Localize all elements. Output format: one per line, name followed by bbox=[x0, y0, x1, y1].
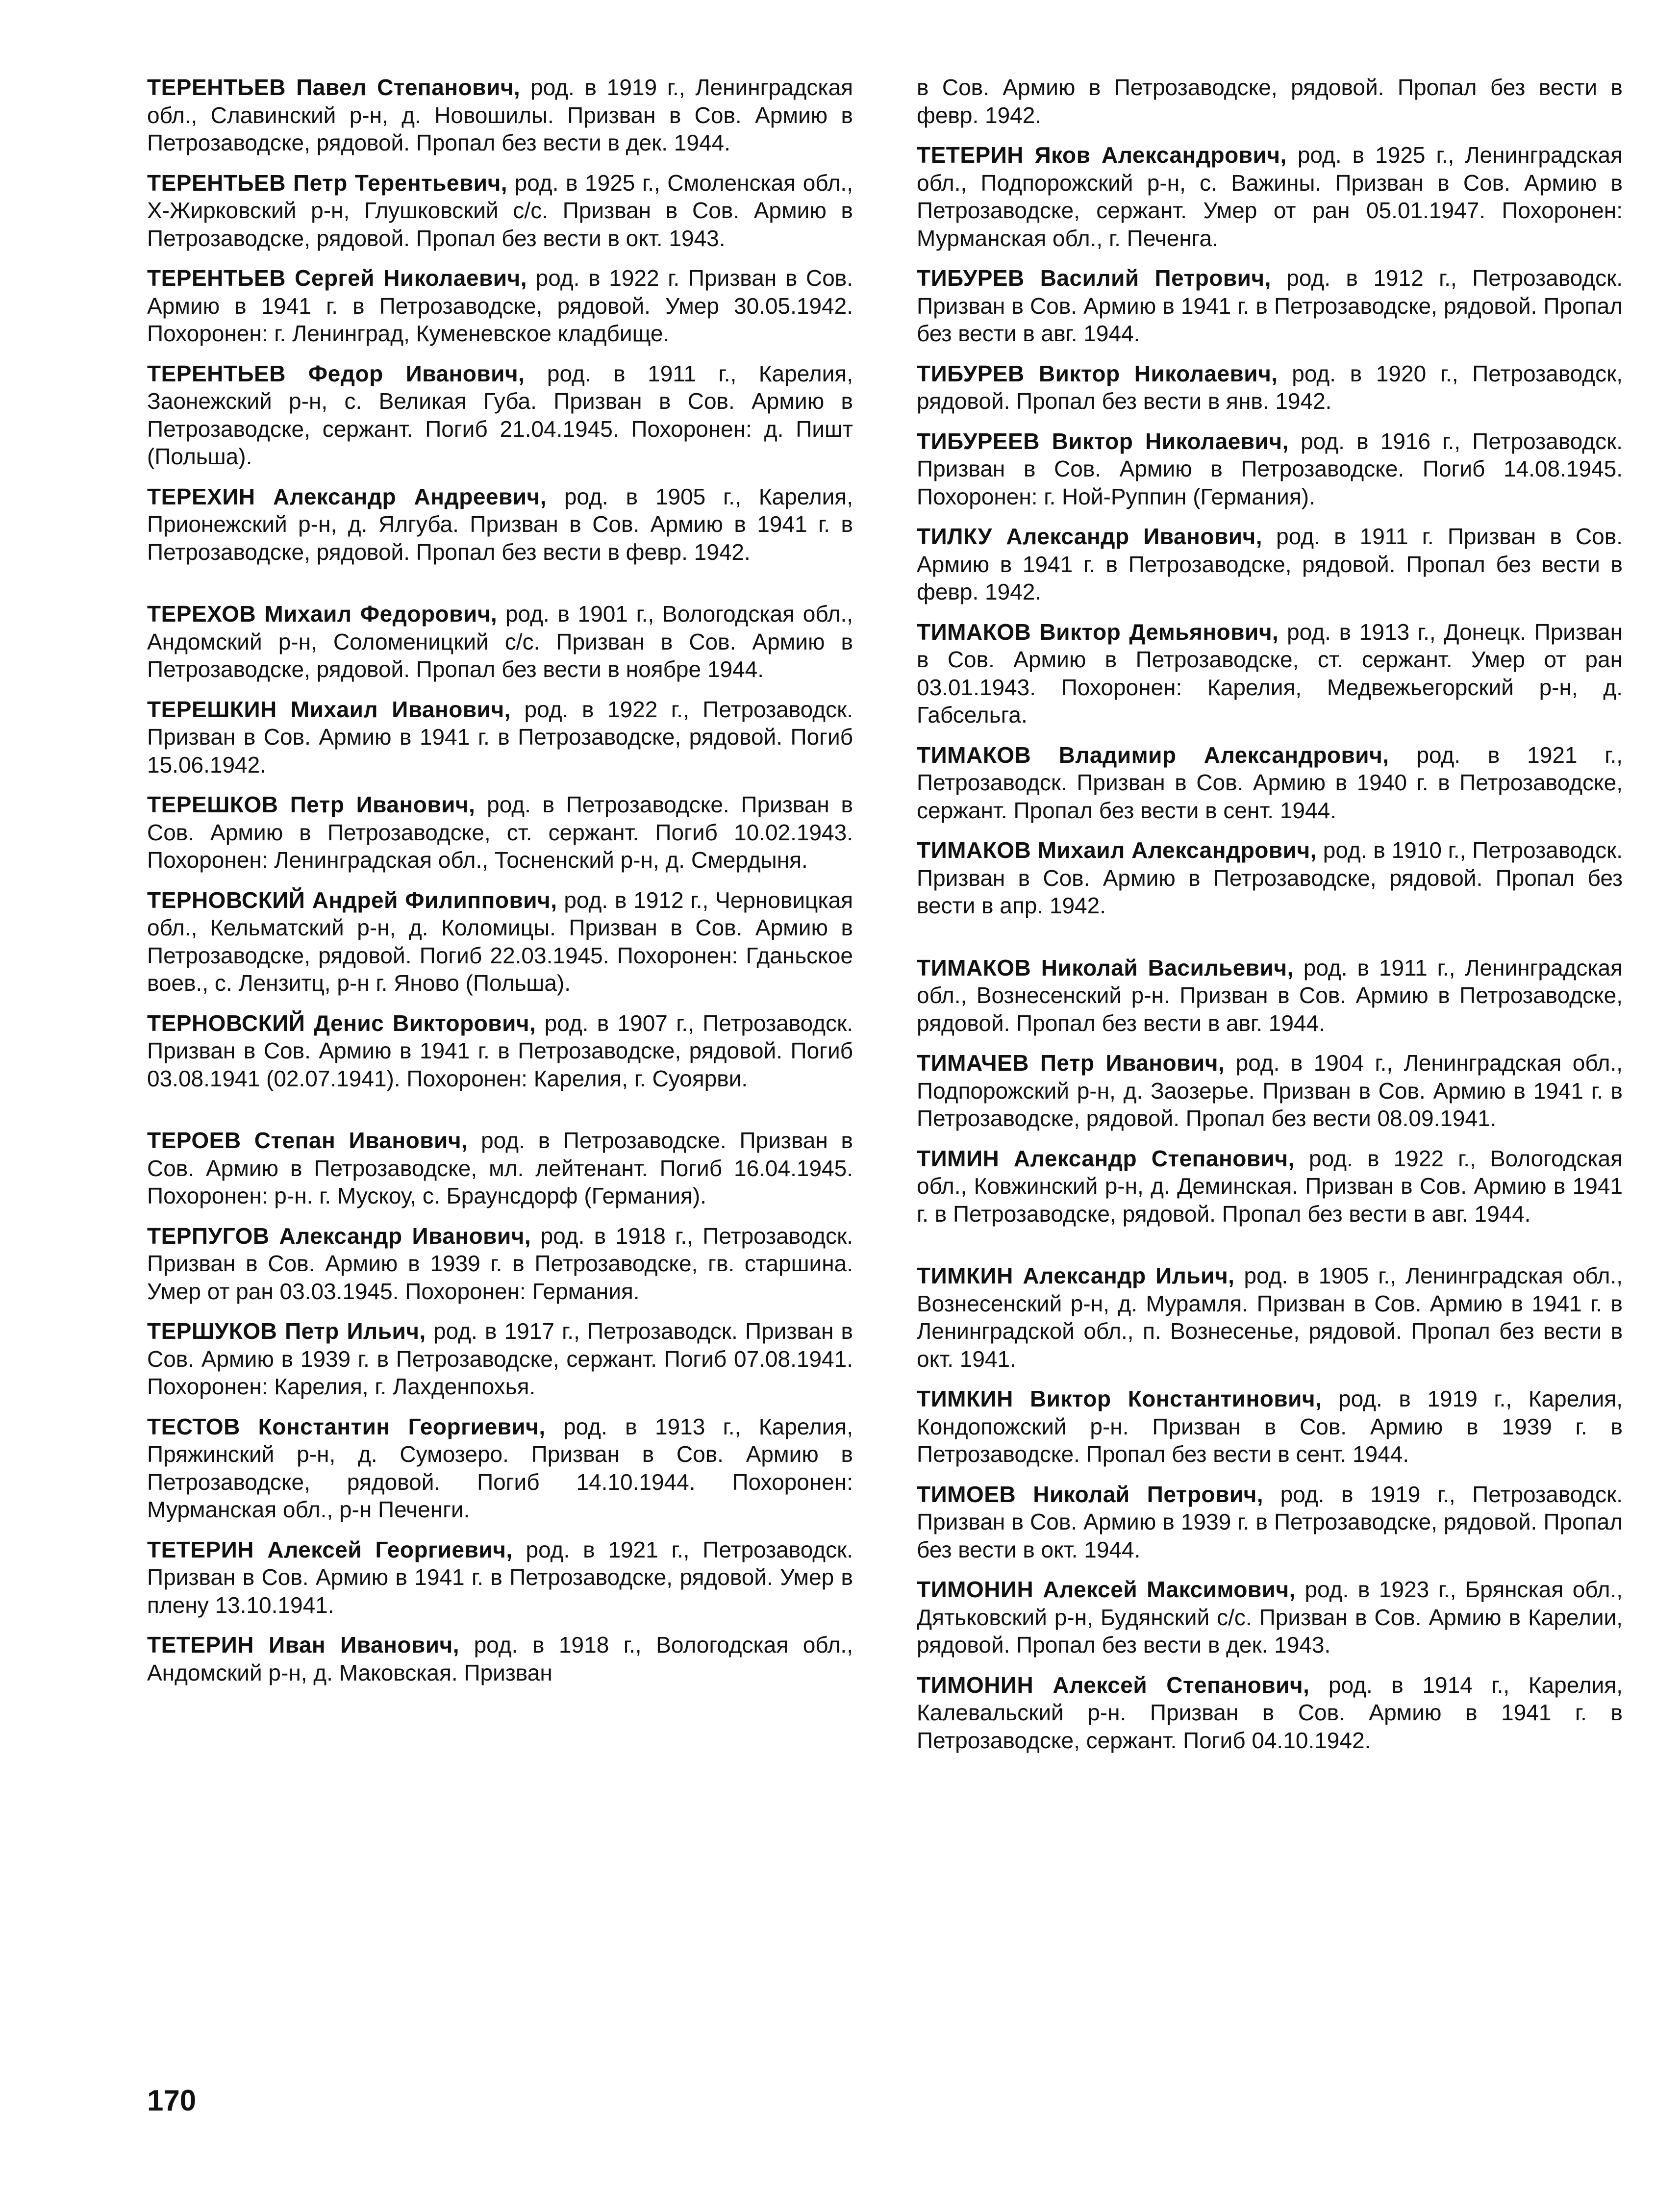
entry-text: род. в 1925 г., Смоленская обл., Х-Жирковский р-н, Глушковский с/с. Призван в Сов. Армию в Петрозаводске, рядовой. Пропал без вести в окт. 1943. bbox=[147, 170, 853, 251]
entry bbox=[917, 741, 1623, 825]
entry-name: ТЕРЕШКОВ Петр Иванович, bbox=[147, 792, 476, 817]
entry-continuation bbox=[917, 74, 1623, 129]
entry-text: род. в 1905 г., Ленинградская обл., Вознесенский р-н, д. Мурамля. Призван в Сов. Армию в 1941 г. в Ленинградской обл., п. Вознесенье, рядовой. Пропал без вести в окт. 1941. bbox=[917, 1263, 1623, 1372]
entry-name: ТИБУРЕВ Виктор Николаевич, bbox=[917, 360, 1278, 386]
entry-text: род. в 1911 г., Карелия, Заонежский р-н, с. Великая Губа. Призван в Сов. Армию в Петрозаводске, сержант. Погиб 21.04.1945. Похоронен: д. Пишт (Польша). bbox=[147, 360, 853, 469]
entry-name: ТЕРПУГОВ Александр Иванович, bbox=[147, 1223, 531, 1249]
entry bbox=[917, 1576, 1623, 1659]
entry bbox=[147, 696, 853, 779]
entry-name: ТИМАКОВ Владимир Александрович, bbox=[917, 742, 1389, 768]
entry-name: ТЕТЕРИН Яков Александрович, bbox=[917, 142, 1287, 168]
entry-text: род. в 1911 г. Призван в Сов. Армию в 1941 г. в Петрозаводске, рядовой. Пропал без вести в февр. 1942. bbox=[917, 524, 1623, 604]
entry-text: род. в 1918 г., Петрозаводск. Призван в Сов. Армию в 1939 г. в Петрозаводске, гв. старшина. Умер от ран 03.03.1945. Похоронен: Германия. bbox=[147, 1223, 853, 1304]
entry bbox=[147, 1127, 853, 1210]
entry bbox=[917, 954, 1623, 1037]
entry-text: род. в 1918 г., Вологодская обл., Андомский р-н, д. Маковская. Призван bbox=[147, 1632, 853, 1685]
entry-text: род. в 1919 г., Петрозаводск. Призван в Сов. Армию в 1939 г. в Петрозаводске, рядовой. Пропал без вести в окт. 1944. bbox=[917, 1481, 1623, 1562]
entry-text: род. в 1912 г., Петрозаводск. Призван в Сов. Армию в 1941 г. в Петрозаводске, рядовой. Пропал без вести в авг. 1944. bbox=[917, 265, 1623, 346]
entry-text: род. в 1923 г., Брянская обл., Дятьковский р-н, Будянский с/с. Призван в Сов. Армию в Карелии, рядовой. Пропал без вести в дек. 1943. bbox=[917, 1577, 1623, 1658]
entry-text: род. в 1914 г., Карелия, Калевальский р-н. Призван в Сов. Армию в 1941 г. в Петрозаводске, сержант. Погиб 04.10.1942. bbox=[917, 1672, 1623, 1753]
entry bbox=[917, 1262, 1623, 1373]
entry-text: род. в 1905 г., Карелия, Прионежский р-н, д. Ялгуба. Призван в Сов. Армию в 1941 г. в Петрозаводске, рядовой. Пропал без вести в февр. 1942. bbox=[147, 483, 853, 565]
entry-name: ТИМОНИН Алексей Максимович, bbox=[917, 1577, 1296, 1602]
entry bbox=[917, 618, 1623, 729]
entry-name: ТИМКИН Виктор Константинович, bbox=[917, 1386, 1322, 1411]
entry bbox=[917, 1145, 1623, 1228]
entry-name: ТЕРЕХОВ Михаил Федорович, bbox=[147, 601, 498, 627]
entry-text: род. в 1901 г., Вологодская обл., Андомский р-н, Соломеницкий с/с. Призван в Сов. Армию в Петрозаводске, рядовой. Пропал без вести в ноябре 1944. bbox=[147, 601, 853, 682]
entry-name: ТЕРОЕВ Степан Иванович, bbox=[147, 1128, 468, 1153]
entry-name: ТЕРЕНТЬЕВ Павел Степанович, bbox=[147, 75, 521, 100]
entry bbox=[917, 360, 1623, 415]
entry-text: род. в 1922 г., Вологодская обл., Ковжинский р-н, д. Деминская. Призван в Сов. Армию в 1941 г. в Петрозаводске, рядовой. Пропал без вести в авг. 1944. bbox=[917, 1145, 1623, 1227]
entry bbox=[917, 1049, 1623, 1132]
entry bbox=[147, 1222, 853, 1306]
entry-text: род. в 1917 г., Петрозаводск. Призван в Сов. Армию в 1939 г. в Петрозаводске, сержант. Погиб 07.08.1941. Похоронен: Карелия, г. Лахденпохья. bbox=[147, 1318, 853, 1399]
entry bbox=[147, 1317, 853, 1401]
entry bbox=[147, 483, 853, 566]
entry bbox=[147, 264, 853, 348]
entry bbox=[917, 264, 1623, 348]
entry bbox=[147, 1536, 853, 1619]
entry-name: ТИМАЧЕВ Петр Иванович, bbox=[917, 1050, 1225, 1076]
entry bbox=[917, 1481, 1623, 1564]
entry-text: род. в Петрозаводске. Призван в Сов. Армию в Петрозаводске, ст. сержант. Погиб 10.02.1943. Похоронен: Ленинградская обл., Тосненский р-н, д. Смердыня. bbox=[147, 792, 853, 873]
page-number: 170 bbox=[147, 2084, 197, 2117]
entry-text: род. в 1912 г., Черновицкая обл., Кельматский р-н, д. Коломицы. Призван в Сов. Армию в Петрозаводске, рядовой. Погиб 22.03.1945. Похоронен: Гданьское воев., с. Лензитц, р-н г. Яново (Польша). bbox=[147, 887, 853, 996]
entry-name: ТИМАКОВ Виктор Демьянович, bbox=[917, 619, 1279, 645]
entry-name: ТИМКИН Александр Ильич, bbox=[917, 1263, 1235, 1288]
entry-text: род. в 1916 г., Петрозаводск. Призван в Сов. Армию в Петрозаводске. Погиб 14.08.1945. Похоронен: г. Ной-Руппин (Германия). bbox=[917, 428, 1623, 509]
entry-text: род. в 1913 г., Карелия, Пряжинский р-н, д. Сумозеро. Призван в Сов. Армию в Петрозаводске, рядовой. Погиб 14.10.1944. Похоронен: Мурманская обл., р-н Печенги. bbox=[147, 1413, 853, 1522]
entry bbox=[147, 1413, 853, 1524]
entry bbox=[917, 836, 1623, 920]
entry-text: род. в 1919 г., Карелия, Кондопожский р-н. Призван в Сов. Армию в 1939 г. в Петрозаводске. Пропал без вести в сент. 1944. bbox=[917, 1386, 1623, 1467]
entry-name: ТЕРНОВСКИЙ Андрей Филиппович, bbox=[147, 887, 557, 913]
entry bbox=[147, 360, 853, 471]
entry-text: род. в Петрозаводске. Призван в Сов. Армию в Петрозаводске, мл. лейтенант. Погиб 16.04.1945. Похоронен: р-н. г. Мускоу, с. Браунсдорф (Германия). bbox=[147, 1128, 853, 1208]
entry-text: род. в 1913 г., Донецк. Призван в Сов. Армию в Петрозаводске, ст. сержант. Умер от ран 03.01.1943. Похоронен: Карелия, Медвежьегорский р-н, д. Габсельга. bbox=[917, 619, 1623, 728]
entry-name: ТЕРЕНТЬЕВ Сергей Николаевич, bbox=[147, 265, 527, 291]
entry bbox=[147, 169, 853, 252]
entry-text: в Сов. Армию в Петрозаводске, рядовой. Пропал без вести в февр. 1942. bbox=[917, 75, 1623, 128]
entry-text: род. в 1922 г. Призван в Сов. Армию в 1941 г. в Петрозаводске, рядовой. Умер 30.05.1942. Похоронен: г. Ленинград, Куменевское кладбище. bbox=[147, 265, 853, 346]
entry-text: род. в 1921 г., Петрозаводск. Призван в Сов. Армию в 1941 г. в Петрозаводске, рядовой. Умер в плену 13.10.1941. bbox=[147, 1536, 853, 1618]
entry-name: ТЕРНОВСКИЙ Денис Викторович, bbox=[147, 1010, 536, 1036]
entry-text: род. в 1921 г., Петрозаводск. Призван в Сов. Армию в 1940 г. в Петрозаводске, сержант. Пропал без вести в сент. 1944. bbox=[917, 742, 1623, 823]
entry bbox=[147, 74, 853, 157]
entry-name: ТЕРШУКОВ Петр Ильич, bbox=[147, 1318, 426, 1344]
entry-name: ТИМОЕВ Николай Петрович, bbox=[917, 1481, 1264, 1507]
entry-name: ТЕТЕРИН Иван Иванович, bbox=[147, 1632, 460, 1658]
entry-text: род. в 1904 г., Ленинградская обл., Подпорожский р-н, д. Заозерье. Призван в Сов. Армию в 1941 г. в Петрозаводске, рядовой. Пропал без вести 08.09.1941. bbox=[917, 1050, 1623, 1131]
entry-name: ТЕТЕРИН Алексей Георгиевич, bbox=[147, 1536, 513, 1562]
entry bbox=[147, 1631, 853, 1686]
entry-name: ТИМАКОВ Михаил Александрович, bbox=[917, 837, 1317, 863]
entry bbox=[147, 1009, 853, 1093]
left-column bbox=[147, 74, 853, 1699]
entry bbox=[917, 141, 1623, 252]
entry-name: ТЕРЕНТЬЕВ Петр Терентьевич, bbox=[147, 170, 508, 196]
entry-name: ТЕРЕШКИН Михаил Иванович, bbox=[147, 696, 511, 722]
entry bbox=[917, 1671, 1623, 1755]
entry-name: ТИБУРЕЕВ Виктор Николаевич, bbox=[917, 428, 1289, 454]
entry-text: род. в 1925 г., Ленинградская обл., Подпорожский р-н, с. Важины. Призван в Сов. Армию в Петрозаводске, сержант. Умер от ран 05.01.1947. Похоронен: Мурманская обл., г. Печенга. bbox=[917, 142, 1623, 251]
right-column bbox=[917, 74, 1623, 1766]
entry bbox=[147, 886, 853, 997]
entry bbox=[917, 427, 1623, 511]
entry-text: род. в 1922 г., Петрозаводск. Призван в Сов. Армию в 1941 г. в Петрозаводске, рядовой. Погиб 15.06.1942. bbox=[147, 696, 853, 778]
entry-name: ТИБУРЕВ Василий Петрович, bbox=[917, 265, 1271, 291]
entry-name: ТИМИН Александр Степанович, bbox=[917, 1145, 1295, 1171]
entry-text: род. в 1907 г., Петрозаводск. Призван в Сов. Армию в 1941 г. в Петрозаводске, рядовой. Погиб 03.08.1941 (02.07.1941). Похоронен: Карелия, г. Суоярви. bbox=[147, 1010, 853, 1091]
entry-text: род. в 1911 г., Ленинградская обл., Вознесенский р-н. Призван в Сов. Армию в Петрозаводске, рядовой. Пропал без вести в авг. 1944. bbox=[917, 955, 1623, 1036]
entry-text: род. в 1919 г., Ленинградская обл., Славинский р-н, д. Новошилы. Призван в Сов. Армию в Петрозаводске, рядовой. Пропал без вести в дек. 1944. bbox=[147, 75, 853, 155]
entry bbox=[147, 600, 853, 683]
entry-text: род. в 1920 г., Петрозаводск, рядовой. Пропал без вести в янв. 1942. bbox=[917, 360, 1623, 414]
entry bbox=[147, 791, 853, 874]
entry-name: ТЕСТОВ Константин Георгиевич, bbox=[147, 1413, 546, 1439]
entry-name: ТИМОНИН Алексей Степанович, bbox=[917, 1672, 1310, 1698]
entry-name: ТЕРЕНТЬЕВ Федор Иванович, bbox=[147, 360, 525, 386]
entry-text: род. в 1910 г., Петрозаводск. Призван в Сов. Армию в Петрозаводске, рядовой. Пропал без вести в апр. 1942. bbox=[917, 837, 1623, 918]
entry bbox=[917, 523, 1623, 606]
entry-name: ТЕРЕХИН Александр Андреевич, bbox=[147, 483, 547, 509]
entry bbox=[917, 1385, 1623, 1468]
entry-name: ТИЛКУ Александр Иванович, bbox=[917, 524, 1262, 549]
entry-name: ТИМАКОВ Николай Васильевич, bbox=[917, 955, 1294, 980]
